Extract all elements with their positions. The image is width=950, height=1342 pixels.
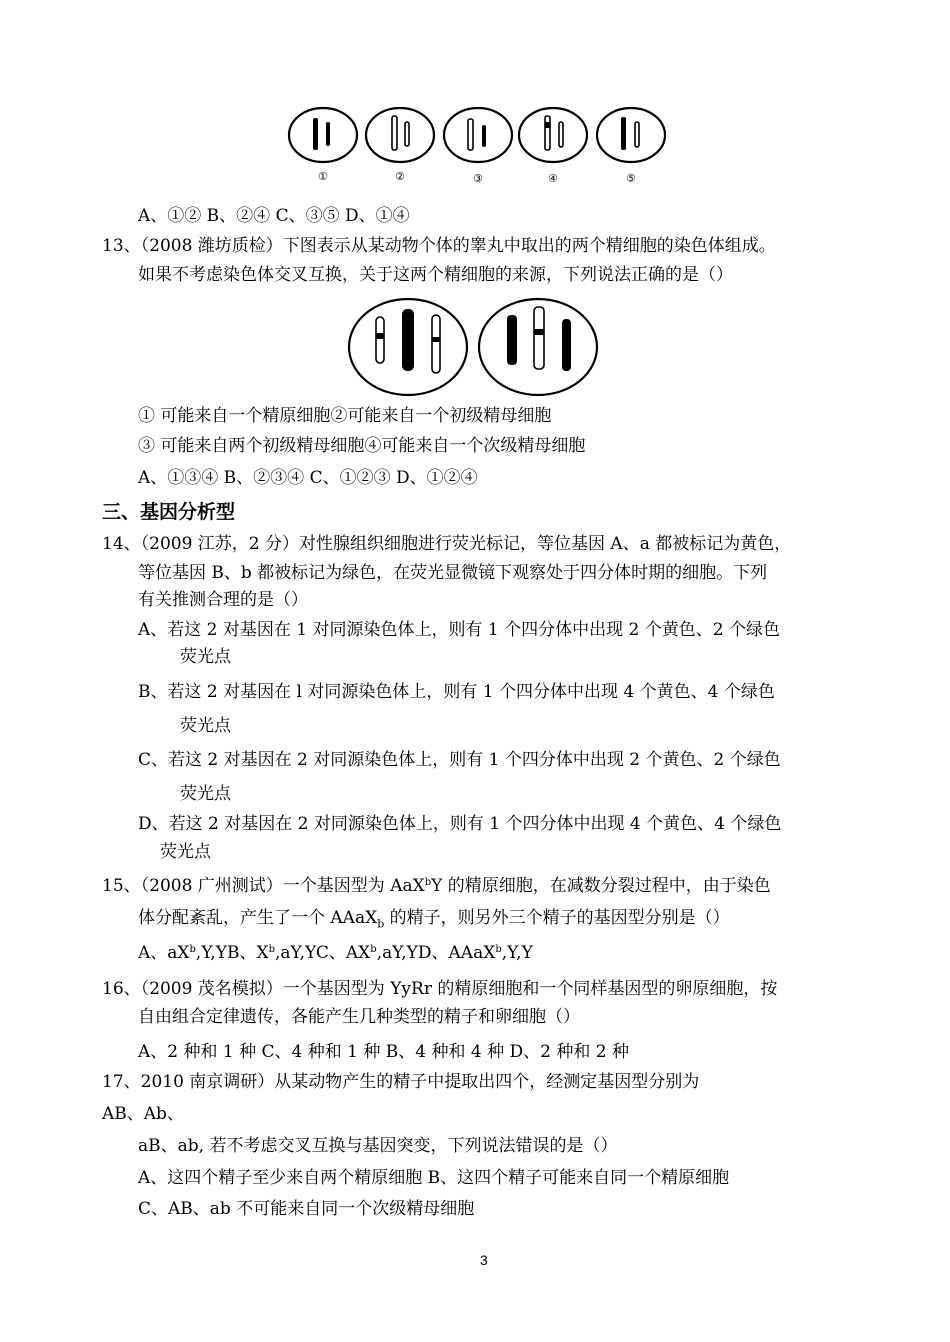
section-heading: 三、基因分析型 (102, 501, 236, 523)
cell-label-3: ③ (473, 172, 483, 185)
q17-stem-line1: 17、2010 南京调研）从某动物产生的精子中提取出四个，经测定基因型分别为 (102, 1072, 700, 1092)
q14-option-c-line1: C、若这 2 对基因在 2 对同源染色体上，则有 1 个四分体中出现 2 个黄色、2 个绿色 (138, 750, 781, 770)
cell-label-5: ⑤ (626, 172, 636, 185)
q16-stem-line1: 16、（2009 茂名模拟）一个基因型为 YyRr 的精原细胞和一个同样基因型的卵原细胞，按 (102, 979, 778, 999)
cell-label-2: ② (395, 170, 405, 183)
cell-1 (289, 108, 357, 162)
q14-option-b-line2: 荧光点 (180, 716, 231, 736)
cell-5 (597, 108, 665, 162)
q14-stem-line2: 等位基因 B、b 都被标记为绿色，在荧光显微镜下观察处于四分体时期的细胞。下列 (138, 563, 768, 583)
q14-option-c-line2: 荧光点 (180, 784, 231, 804)
q15-line2-post: 的精子，则另外三个精子的基因型分别是（） (384, 908, 730, 928)
cell-4 (519, 108, 587, 162)
q14-option-d-line2: 荧光点 (160, 842, 211, 862)
q13-stem-line1: 13、（2008 潍坊质检）下图表示从某动物个体的睾丸中取出的两个精细胞的染色体组成。 (102, 236, 776, 256)
figure-two-sperm-cells (343, 295, 608, 400)
q15-opt-b: ,Y,YB、X (195, 943, 269, 963)
q17-options-ab: A、这四个精子至少来自两个精原细胞 B、这四个精子可能来自同一个精原细胞 (138, 1168, 730, 1188)
q15-line1-pre: 15、（2008 广州测试）一个基因型为 AaX (102, 876, 425, 896)
q14-option-b-line1: B、若这 2 对基因在 l 对同源染色体上，则有 1 个四分体中出现 4 个黄色、4 个绿色 (138, 682, 775, 702)
q15-stem-line1 (102, 874, 771, 898)
q17-stem-line3: aB、ab, 若不考虑交叉互换与基因突变，下列说法错误的是（） (138, 1136, 618, 1156)
q15-opt-d: ,aY,YD、AAaX (376, 943, 496, 963)
q13-statement-2: ③ 可能来自两个初级精母细胞④可能来自一个次级精母细胞 (138, 436, 586, 456)
figure-five-cells (283, 100, 673, 192)
cell-2 (366, 108, 434, 162)
q14-option-d-line1: D、若这 2 对基因在 2 对同源染色体上，则有 1 个四分体中出现 4 个黄色、4 个绿色 (138, 814, 782, 834)
q15-stem-line2 (138, 906, 730, 936)
q12-options: A、①② B、②④ C、③⑤ D、①④ (138, 206, 410, 226)
q15-opt-e: ,Y,Y (501, 943, 533, 963)
q15-opt-a: A、aX (138, 943, 190, 963)
q14-option-a-line1: A、若这 2 对基因在 1 对同源染色体上，则有 1 个四分体中出现 2 个黄色、2 个绿色 (138, 620, 780, 640)
q15-line2-sub: b (377, 917, 385, 931)
q14-stem-line3: 有关推测合理的是（） (138, 590, 308, 610)
q15-sup-3: b (370, 944, 377, 955)
q15-sup-4: b (495, 944, 502, 955)
q13-stem-line2: 如果不考虑染色体交叉互换，关于这两个精细胞的来源，下列说法正确的是（） (138, 265, 733, 285)
q15-line2-pre: 体分配紊乱，产生了一个 AAaX (138, 908, 378, 928)
q16-stem-line2: 自由组合定律遗传，各能产生几种类型的精子和卵细胞（） (138, 1007, 580, 1027)
q15-sup-1: b (189, 944, 196, 955)
cell-label-4: ④ (548, 172, 558, 185)
q17-option-c: C、AB、ab 不可能来自同一个次级精母细胞 (138, 1199, 475, 1219)
q14-stem-line1: 14、（2009 江苏，2 分）对性腺组织细胞进行荧光标记，等位基因 A、a 都被标记为黄色， (102, 534, 792, 554)
cell-label-1: ① (318, 170, 328, 183)
q15-line1-sup: b (424, 877, 432, 888)
q17-stem-line2: AB、Ab、 (102, 1104, 184, 1124)
page-number: 3 (480, 1252, 488, 1268)
q13-statement-1: ① 可能来自一个精原细胞②可能来自一个初级精母细胞 (138, 406, 552, 426)
cell-3 (444, 108, 512, 162)
q16-options: A、2 种和 1 种 C、4 种和 1 种 B、4 种和 4 种 D、2 种和 2 种 (138, 1042, 629, 1062)
q13-options: A、①③④ B、②③④ C、①②③ D、①②④ (138, 468, 478, 488)
q15-line1-post: Y 的精原细胞，在减数分裂过程中，由于染色 (431, 876, 771, 896)
q15-options (138, 941, 533, 965)
sperm-cell-1 (349, 299, 467, 395)
q15-sup-2: b (268, 944, 275, 955)
q15-opt-c: ,aY,YC、AX (275, 943, 371, 963)
sperm-cell-2 (479, 299, 597, 395)
q14-option-a-line2: 荧光点 (180, 647, 231, 667)
